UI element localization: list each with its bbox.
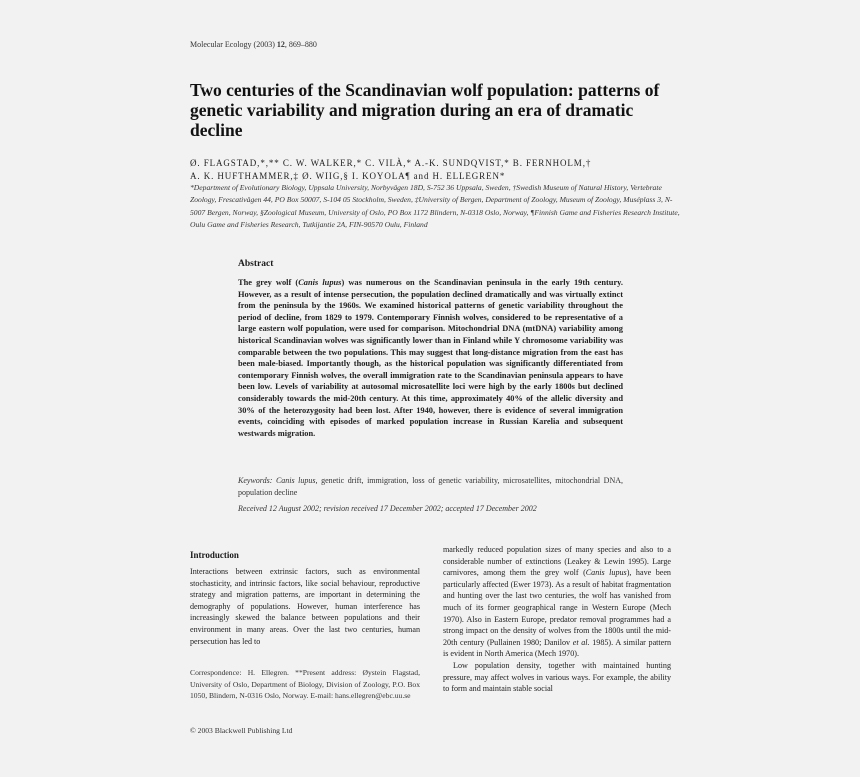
right-paragraph-2: Low population density, together with maintained hunting pressure, may affect wolves in various ways. For example, the ability to form and maintain stable social — [443, 660, 671, 694]
keywords-species: Canis lupus — [275, 476, 316, 485]
journal-name: Molecular Ecology (2003) — [190, 40, 277, 49]
author-list — [190, 157, 680, 182]
authors-line-1: Ø. FLAGSTAD,*,** C. W. WALKER,* C. VILÀ,* A.-K. SUNDQVIST,* B. FERNHOLM,† — [190, 158, 592, 168]
introduction-text: Interactions between extrinsic factors, such as environmental stochasticity, and intrinsic factors, like social behaviour, reproductive strategy and migration patterns, are important in determining the demography of populations. However, human interference has increasingly skewed the balance between populations and their environment in many areas. Over the last two centuries, human persecution has led to — [190, 567, 420, 646]
abstract-part-1: The grey wolf ( — [238, 278, 299, 287]
journal-citation — [190, 40, 317, 49]
right-p1-part-a: markedly reduced population sizes of many species and also to a considerable number of extinctions (Leakey & Lewin 1995). Large carnivores, among them the grey wolf ( — [443, 545, 671, 578]
correspondence-note: Correspondence: H. Ellegren. **Present address: Øystein Flagstad, University of Oslo, Department of Biology, Division of Zoology, P.O. Box 1050, Blindern, N-0316 Oslo, Norway. E-mail: hans.ellegren@ebc.uu.se — [190, 668, 420, 700]
keywords-list: , genetic drift, immigration, loss of genetic variability, microsatellites, mitochondrial DNA, population decline — [238, 476, 623, 497]
abstract-part-2: ) was numerous on the Scandinavian peninsula in the early 19th century. However, as a result of intense persecution, the population declined dramatically and was virtually extinct from the peninsula by the 1960s. We examined historical patterns of genetic variability throughout the period of decline, from 1829 to 1979. Contemporary Finnish wolves, considered to be representative of a large eastern wolf population, were used for comparison. Mitochondrial DNA (mtDNA) variability among historical Scandinavian wolves was significantly lower than in Finland while Y chromosome variability was comparable between the two populations. This may suggest that long-distance migration from the east has been male-biased. Importantly though, as the historical population was significantly differentiated from contemporary Finnish wolves, the overall immigration rate to the Scandinavian peninsula appears to have been low. Levels of variability at autosomal microsatellite loci were high by the early 1800s but declined considerably towards the mid-20th century. At this time, approximately 40% of the allelic diversity and 30% of the heterozygosity had been lost. After 1940, however, there is evidence of several immigration events, coinciding with episodes of marked population increase in Russian Karelia and subsequent westwards migration. — [238, 278, 623, 438]
volume-number: 12 — [276, 40, 285, 49]
abstract-species: Canis lupus — [298, 278, 342, 287]
right-p1-species: Canis lupus — [585, 568, 627, 578]
right-p1-part-c: 1985). A similar pattern is evident in North America (Mech 1970). — [443, 637, 672, 659]
copyright-notice: © 2003 Blackwell Publishing Ltd — [190, 726, 293, 735]
keywords-label: Keywords: — [238, 476, 276, 485]
right-paragraph-1 — [443, 544, 671, 660]
right-column-text — [443, 544, 671, 695]
page-range: , 869–880 — [284, 40, 317, 49]
abstract-text — [238, 277, 623, 439]
right-p1-etal: et al. — [572, 637, 590, 647]
introduction-heading: Introduction — [190, 550, 239, 560]
keywords — [238, 475, 623, 499]
affiliations: *Department of Evolutionary Biology, Uppsala University, Norbyvägen 18D, S-752 36 Uppsala, Sweden, †Swedish Museum of Natural History, Vertebrate Zoology, Frescativägen 44, PO Box 50007, S-104 05 Stockholm, Sweden, ‡University of Bergen, Department of Zoology, Museum of Zoology, Muséplass 3, N-5007 Bergen, Norway, §Zoological Museum, University of Oslo, PO Box 1172 Blindern, N-0318 Oslo, Norway, ¶Finnish Game and Fisheries Research Institute, Oulu Game and Fisheries Research, Tutkijantie 2A, FIN-90570 Oulu, Finland — [190, 183, 680, 229]
received-dates: Received 12 August 2002; revision received 17 December 2002; accepted 17 December 2002 — [238, 504, 537, 513]
right-p1-part-b: ), have been particularly affected (Ewer 1973). As a result of habitat fragmentation and hunting over the last two centuries, the wolf has vanished from much of its former geographical range in Western Europe (Mech 1970). Also in Eastern Europe, predator removal programmes had a strong impact on the density of wolves from the 1800s until the mid-20th century (Pullainen 1980; Danilov — [443, 568, 671, 647]
abstract-heading: Abstract — [238, 259, 274, 269]
paper-title: Two centuries of the Scandinavian wolf population: patterns of genetic variability and migration during an era of dramatic decline — [190, 80, 660, 140]
authors-line-2: A. K. HUFTHAMMER,‡ Ø. WIIG,§ I. KOYOLA¶ and H. ELLEGREN* — [190, 170, 506, 181]
